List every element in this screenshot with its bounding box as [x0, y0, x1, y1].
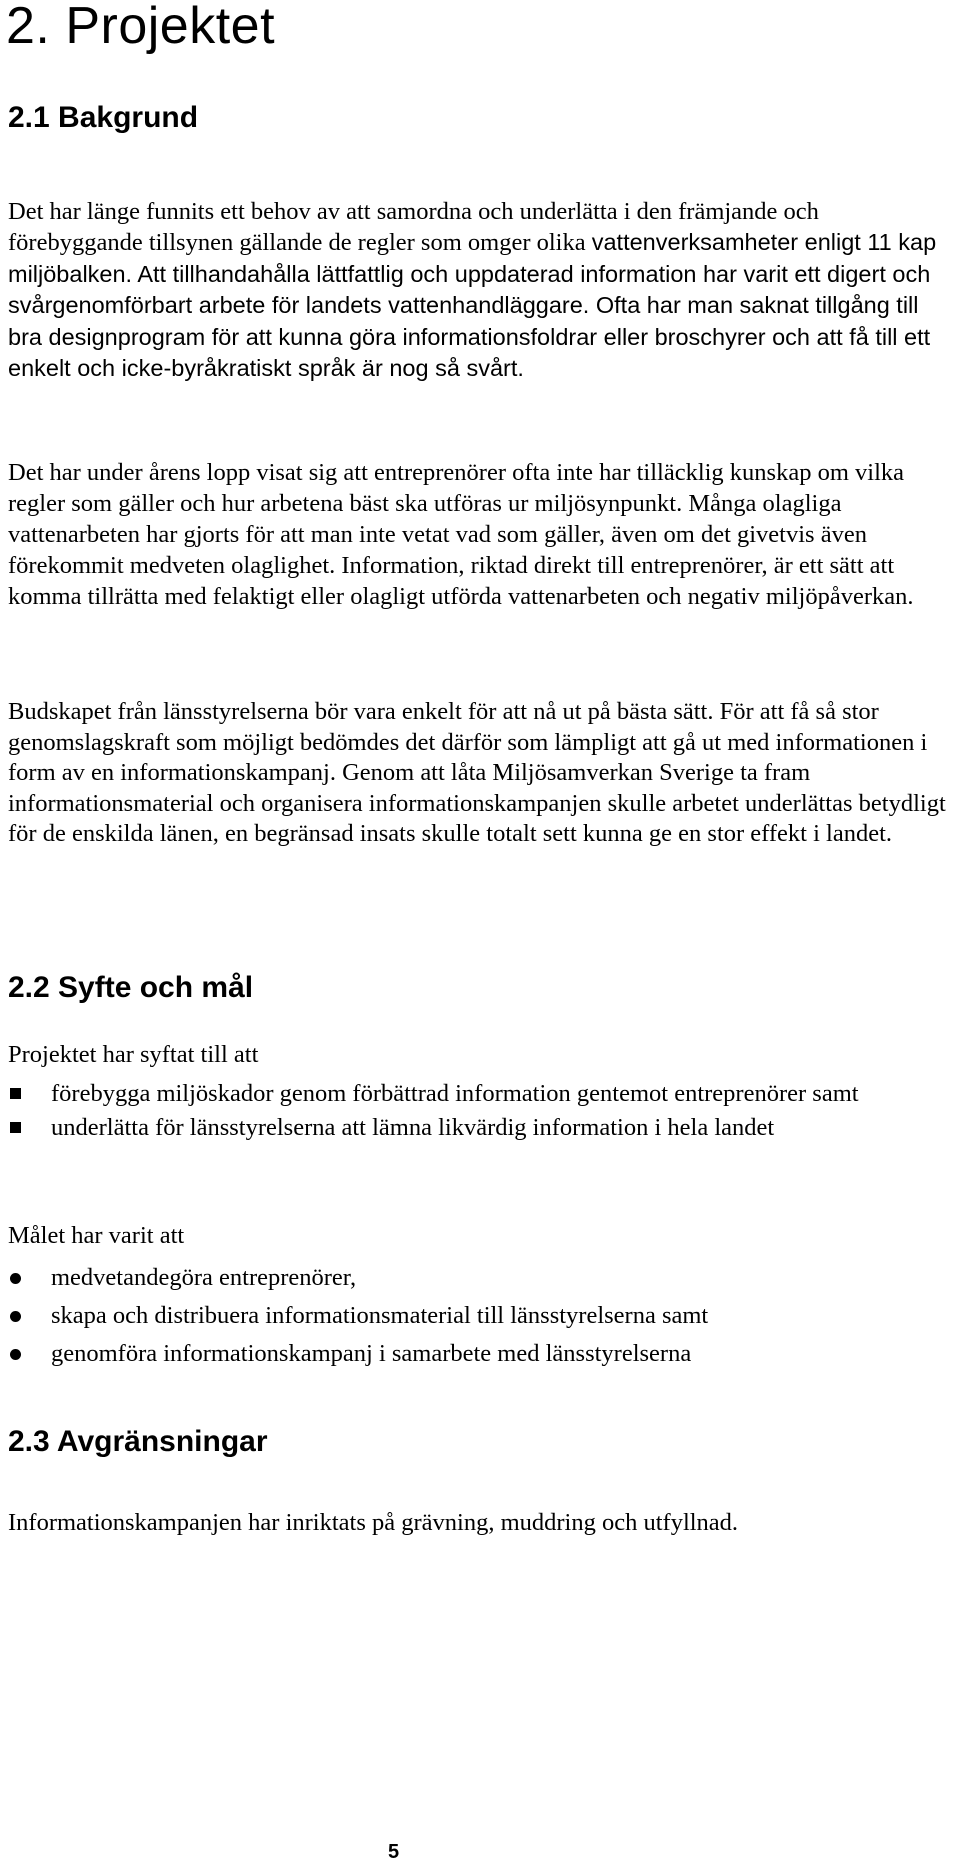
list-item [8, 1113, 948, 1143]
background-paragraph-1-part-2: vattenverksamheter enligt 11 kap miljöbalken. Att tillhandahålla lättfattlig och uppdaterad information har varit ett digert och svårgenomförbart arbete för landets vattenhandläggare. Ofta har man saknat tillgång till bra designprogram för att kunna göra informationsfoldrar eller broschyrer och att få till ett enkelt och icke-byråkratiskt språk är nog så svårt. [8, 229, 937, 382]
round-bullet-icon [10, 1311, 21, 1322]
round-bullet-icon [10, 1349, 21, 1360]
background-paragraph-1-part-1: Det har länge funnits ett behov av att samordna och underlätta i den främjande och förebyggande tillsynen gällande de regler som omger olika [8, 198, 819, 257]
section-heading-background: 2.1 Bakgrund [8, 101, 199, 134]
page-number: 5 [388, 1841, 400, 1863]
square-bullet-icon [10, 1088, 21, 1099]
section-heading-purpose: 2.2 Syfte och mål [8, 971, 254, 1004]
list-item [8, 1263, 948, 1293]
list-item-text: skapa och distribuera informationsmaterial till länsstyrelserna samt [51, 1302, 709, 1329]
section-heading-scope: 2.3 Avgränsningar [8, 1425, 268, 1458]
background-paragraph-2: Det har under årens lopp visat sig att entreprenörer ofta inte har tilläcklig kunskap om vilka regler som gäller och hur arbetena bäst ska utföras ur miljösynpunkt. Många olagliga vattenarbeten har gjorts för att man inte vetat vad som gäller, även om det givetvis även förekommit medveten olaglighet. Information, riktad direkt till entreprenörer, är ett sätt att komma tillrätta med felaktigt eller olagligt utförda vattenarbeten och negativ miljöpåverkan. [8, 459, 914, 610]
purpose-target-list [8, 1263, 948, 1369]
purpose-intro-2: Målet har varit att [8, 1222, 185, 1249]
scope-paragraph: Informationskampanjen har inriktats på grävning, muddring och utfyllnad. [8, 1509, 739, 1536]
list-item [8, 1339, 948, 1369]
list-item [8, 1301, 948, 1331]
purpose-goal-list [8, 1079, 948, 1143]
list-item [8, 1079, 948, 1109]
background-paragraph-1 [8, 196, 948, 384]
chapter-title: 2. Projektet [6, 0, 276, 55]
round-bullet-icon [10, 1273, 21, 1284]
list-item-text: underlätta för länsstyrelserna att lämna likvärdig information i hela landet [51, 1114, 775, 1141]
list-item-text: förebygga miljöskador genom förbättrad information gentemot entreprenörer samt [51, 1080, 859, 1107]
purpose-intro-1: Projektet har syftat till att [8, 1041, 259, 1068]
background-paragraph-3: Budskapet från länsstyrelserna bör vara enkelt för att nå ut på bästa sätt. För att få så stor genomslagskraft som möjligt bedömdes det därför som lämpligt att gå ut med informationen i form av en informationskampanj. Genom att låta Miljösamverkan Sverige ta fram informationsmaterial och organisera informationskampanjen skulle arbetet underlättas betydligt för de enskilda länen, en begränsad insats skulle totalt sett kunna ge en stor effekt i landet. [8, 698, 946, 847]
square-bullet-icon [10, 1122, 21, 1133]
list-item-text: medvetandegöra entreprenörer, [51, 1264, 357, 1291]
list-item-text: genomföra informationskampanj i samarbete med länsstyrelserna [51, 1340, 692, 1367]
